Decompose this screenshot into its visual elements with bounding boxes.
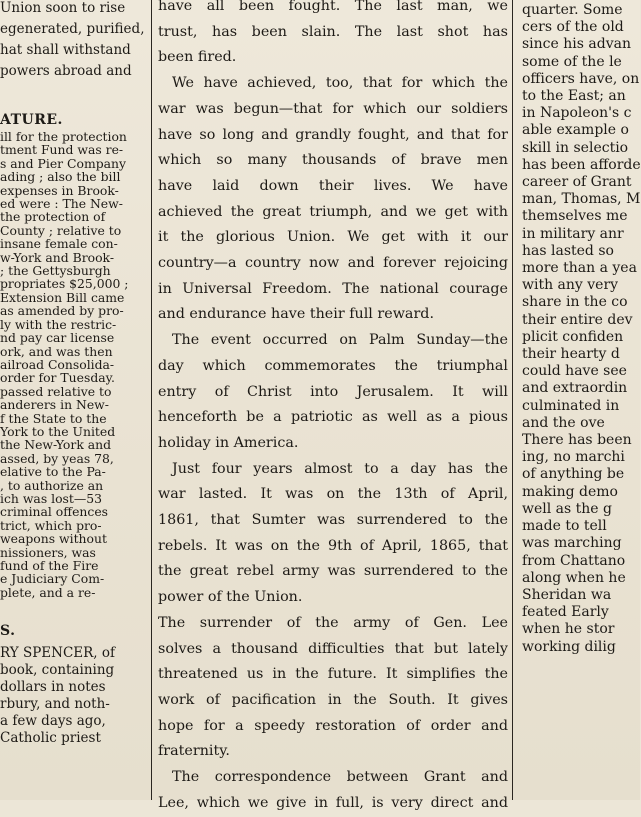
text-line: of anything be	[522, 466, 625, 483]
text-line: cers of the old	[522, 19, 624, 36]
text-line: henceforth be a patriotic as well as a pious	[158, 409, 508, 426]
text-line: York to the United	[0, 423, 116, 439]
text-line: their hearty d	[522, 346, 620, 363]
text-line: fraternity.	[158, 743, 230, 760]
text-line: e Judiciary Com-	[0, 571, 105, 587]
text-line: in Universal Freedom. The national courage	[158, 280, 508, 297]
text-line: s and Pier Company	[0, 155, 127, 171]
text-line: made to tell	[522, 518, 607, 535]
text-line: to the East; an	[522, 88, 626, 105]
text-line: which so many thousands of brave men	[158, 152, 508, 169]
text-line: County ; relative to	[0, 222, 122, 238]
text-line: has been afforde	[522, 156, 641, 173]
text-line: dollars in notes	[0, 679, 106, 696]
text-line: have all been fought. The last man, we	[158, 0, 508, 14]
text-line: war lasted. It was on the 13th of April,	[158, 486, 508, 503]
text-line: been fired.	[158, 49, 237, 66]
text-line: entry of Christ into Jerusalem. It will	[158, 383, 508, 400]
text-line: anderers in New-	[0, 397, 109, 413]
text-line: There has been	[522, 432, 632, 449]
text-line: share in the co	[522, 294, 628, 311]
text-line: their entire dev	[522, 311, 633, 328]
text-line: RY SPENCER, of	[0, 645, 116, 662]
text-line: plete, and a re-	[0, 584, 96, 600]
text-line: war was begun—that for which our soldiers	[158, 100, 508, 117]
text-line: with any very	[522, 277, 619, 294]
left-column	[0, 0, 147, 800]
text-line: feated Early	[522, 604, 609, 621]
text-line: ork, and was then	[0, 343, 113, 359]
text-line: and the ove	[522, 414, 605, 431]
text-line: fund of the Fire	[0, 558, 99, 573]
text-line: man, Thomas, M	[522, 191, 641, 208]
text-line: from Chattano	[522, 552, 626, 569]
text-line: egenerated, purified,	[0, 21, 145, 37]
text-line: elative to the Pa-	[0, 464, 106, 480]
text-line: and endurance have their full reward.	[158, 306, 434, 323]
text-line: nissioners, was	[0, 544, 96, 560]
text-line: Sheridan wa	[522, 586, 612, 603]
text-line: the great rebel army was surrendered to the	[158, 563, 508, 580]
column-rule	[151, 0, 152, 800]
section-heading: S.	[0, 623, 16, 640]
text-line: skill in selectio	[522, 139, 629, 156]
text-line: officers have, on	[522, 70, 640, 87]
text-line: work of pacification in the South. It gives	[158, 691, 508, 708]
middle-column	[158, 0, 508, 811]
text-line: day which commemorates the triumphal	[158, 357, 508, 374]
text-line: trict, which pro-	[0, 517, 102, 533]
text-line: hat shall withstand	[0, 42, 131, 58]
text-line: ing, no marchi	[522, 449, 625, 466]
text-line: insane female con-	[0, 236, 118, 252]
text-line: ly with the restric-	[0, 316, 117, 332]
text-line: passed relative to	[0, 383, 112, 399]
text-line: The correspondence between Grant and	[172, 769, 508, 786]
text-line: holiday in America.	[158, 434, 299, 451]
text-line: assed, by yeas 78,	[0, 450, 114, 466]
text-line: hope for a speedy restoration of order and	[158, 717, 508, 734]
text-line: f the State to the	[0, 410, 107, 426]
text-line: culminated in	[522, 397, 620, 414]
text-line: ed were : The New-	[0, 196, 123, 212]
text-line: the protection of	[0, 209, 106, 225]
text-line: quarter. Some	[522, 2, 623, 18]
text-line: rbury, and noth-	[0, 696, 110, 713]
text-line: the New-York and	[0, 437, 112, 453]
text-line: ailroad Consolida-	[0, 356, 115, 372]
text-line: as amended by pro-	[0, 303, 124, 319]
text-line: Extension Bill came	[0, 289, 125, 305]
text-line: some of the le	[522, 53, 622, 70]
text-line: career of Grant	[522, 174, 632, 191]
text-line: tment Fund was re-	[0, 142, 124, 158]
text-line: ill for the protection	[0, 129, 127, 144]
text-line: nd pay car license	[0, 330, 115, 346]
text-line: more than a yea	[522, 260, 637, 277]
text-line: Catholic priest	[0, 730, 101, 747]
text-line: ; the Gettysburgh	[0, 263, 111, 279]
text-line: in Napoleon's c	[522, 105, 632, 122]
text-line: book, containing	[0, 662, 115, 679]
text-line: when he stor	[522, 621, 615, 638]
right-column	[516, 0, 640, 800]
text-line: able example o	[522, 122, 629, 139]
text-line: expenses in Brook-	[0, 182, 119, 198]
text-line: solves a thousand difficulties that but lately	[158, 640, 508, 657]
text-line: trust, has been slain. The last shot has	[158, 23, 508, 40]
text-line: 1861, that Sumter was surrendered to the	[158, 512, 508, 529]
text-line: plicit confiden	[522, 328, 624, 345]
column-rule	[512, 0, 513, 800]
text-line: powers abroad and	[0, 63, 132, 79]
text-line: ich was lost—53	[0, 490, 103, 506]
text-line: We have achieved, too, that for which the	[172, 75, 508, 92]
text-line: threatened us in the future. It simplifies the	[158, 666, 508, 683]
text-line: has lasted so	[522, 242, 614, 259]
text-line: ading ; also the bill	[0, 169, 121, 185]
text-line: themselves me	[522, 208, 628, 225]
text-line: a few days ago,	[0, 713, 106, 730]
text-line: have so long and grandly fought, and that for	[158, 126, 508, 143]
text-line: could have see	[522, 363, 627, 380]
text-line: making demo	[522, 483, 618, 500]
text-line: order for Tuesday.	[0, 370, 115, 386]
text-line: criminal offences	[0, 504, 109, 520]
text-line: Union soon to rise	[0, 0, 126, 16]
text-line: along when he	[522, 569, 626, 586]
text-line: , to authorize an	[0, 477, 104, 493]
text-line: was marching	[522, 535, 622, 552]
text-line: well as the g	[522, 500, 612, 517]
text-line: power of the Union.	[158, 589, 303, 606]
text-line: country—a country now and forever rejoicing	[158, 255, 508, 272]
text-line: since his advan	[522, 36, 631, 53]
text-line: The event occurred on Palm Sunday—the	[172, 332, 508, 349]
text-line: weapons without	[0, 531, 107, 547]
text-line: w-York and Brook-	[0, 249, 115, 265]
text-line: have laid down their lives. We have	[158, 177, 508, 194]
text-line: The surrender of the army of Gen. Lee	[158, 614, 508, 631]
section-heading: ATURE.	[0, 112, 63, 128]
text-line: working dilig	[522, 638, 616, 655]
text-line: rebels. It was on the 9th of April, 1865, that	[158, 537, 508, 554]
text-line: in military anr	[522, 225, 624, 242]
text-line: achieved the great triumph, and we get with	[158, 203, 508, 220]
text-line: Just four years almost to a day has the	[172, 460, 508, 477]
text-line: and extraordin	[522, 380, 628, 397]
text-line: it the glorious Union. We get with it our	[158, 229, 508, 246]
text-line: Lee, which we give in full, is very direct and	[158, 794, 508, 811]
text-line: propriates $25,000 ;	[0, 276, 129, 292]
